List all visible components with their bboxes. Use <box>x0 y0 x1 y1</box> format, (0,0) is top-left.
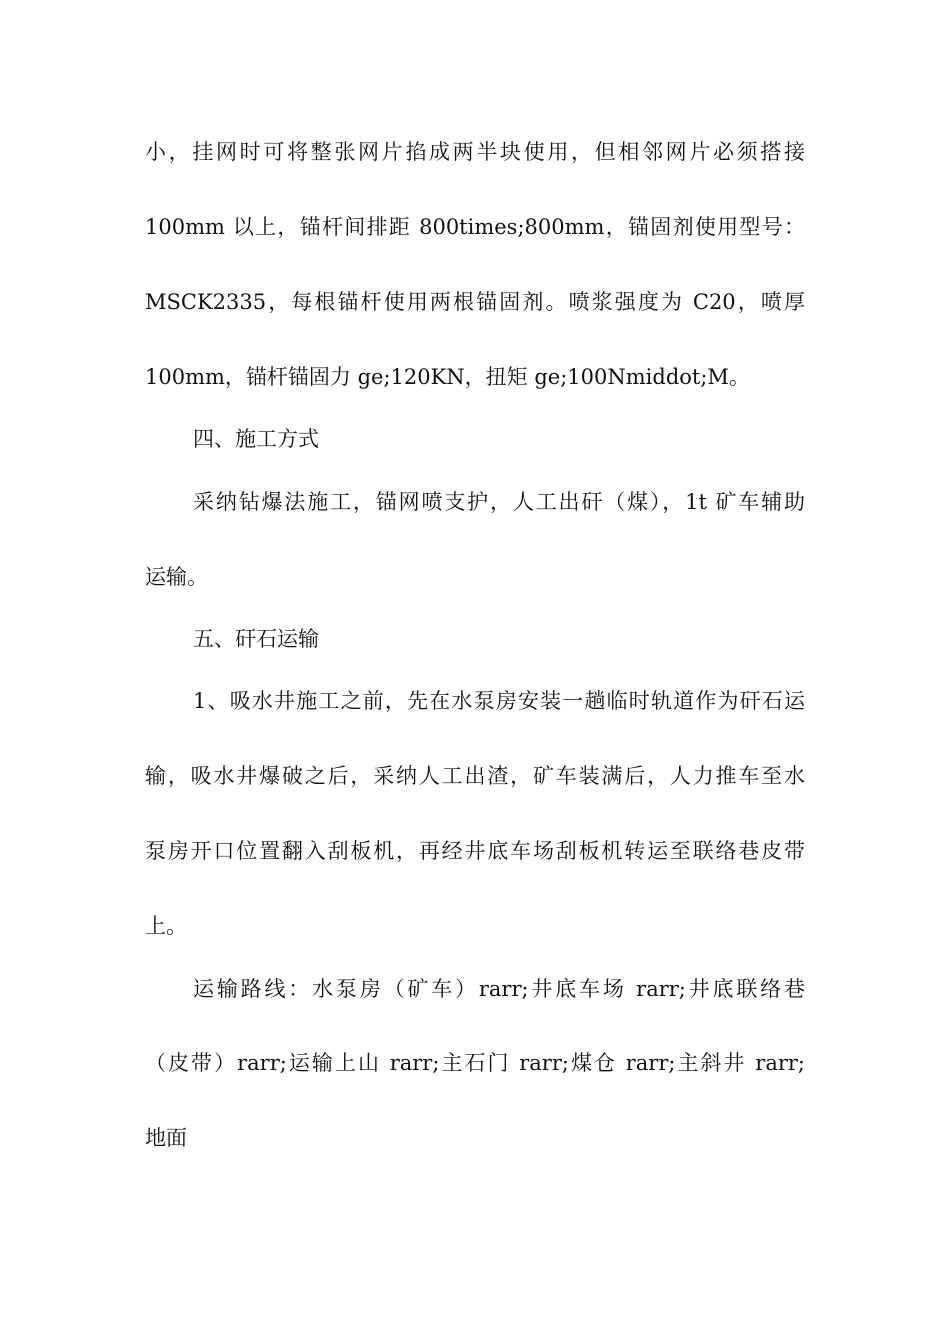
section-heading-waste-rock-transport: 五、矸石运输 <box>193 627 319 651</box>
paragraph-line-8: 输，吸水井爆破之后，采纳人工出渣，矿车装满后，人力推车至水 <box>145 764 805 788</box>
paragraph-line-3: MSCK2335，每根锚杆使用两根锚固剂。喷浆强度为 C20，喷厚 <box>145 290 805 314</box>
paragraph-line-13: 地面 <box>145 1126 187 1150</box>
paragraph-line-6: 运输。 <box>145 565 208 589</box>
paragraph-line-2: 100mm 以上，锚杆间排距 800times;800mm，锚固剂使用型号： <box>145 215 805 239</box>
paragraph-line-5: 采纳钻爆法施工，锚网喷支护，人工出矸（煤），1t 矿车辅助 <box>193 490 805 514</box>
section-heading-construction-method: 四、施工方式 <box>193 427 319 451</box>
paragraph-line-11: 运输路线：水泵房（矿车）rarr;井底车场 rarr;井底联络巷 <box>193 977 805 1001</box>
paragraph-line-12: （皮带）rarr;运输上山 rarr;主石门 rarr;煤仓 rarr;主斜井 rarr; <box>145 1051 805 1075</box>
paragraph-line-10: 上。 <box>145 914 187 938</box>
paragraph-line-1: 小，挂网时可将整张网片掐成两半块使用，但相邻网片必须搭接 <box>145 140 805 164</box>
paragraph-line-4: 100mm，锚杆锚固力 ge;120KN，扭矩 ge;100Nmiddot;M。 <box>145 365 750 389</box>
paragraph-line-9: 泵房开口位置翻入刮板机，再经井底车场刮板机转运至联络巷皮带 <box>145 839 805 863</box>
paragraph-line-7: 1、吸水井施工之前，先在水泵房安装一趟临时轨道作为矸石运 <box>193 689 805 713</box>
